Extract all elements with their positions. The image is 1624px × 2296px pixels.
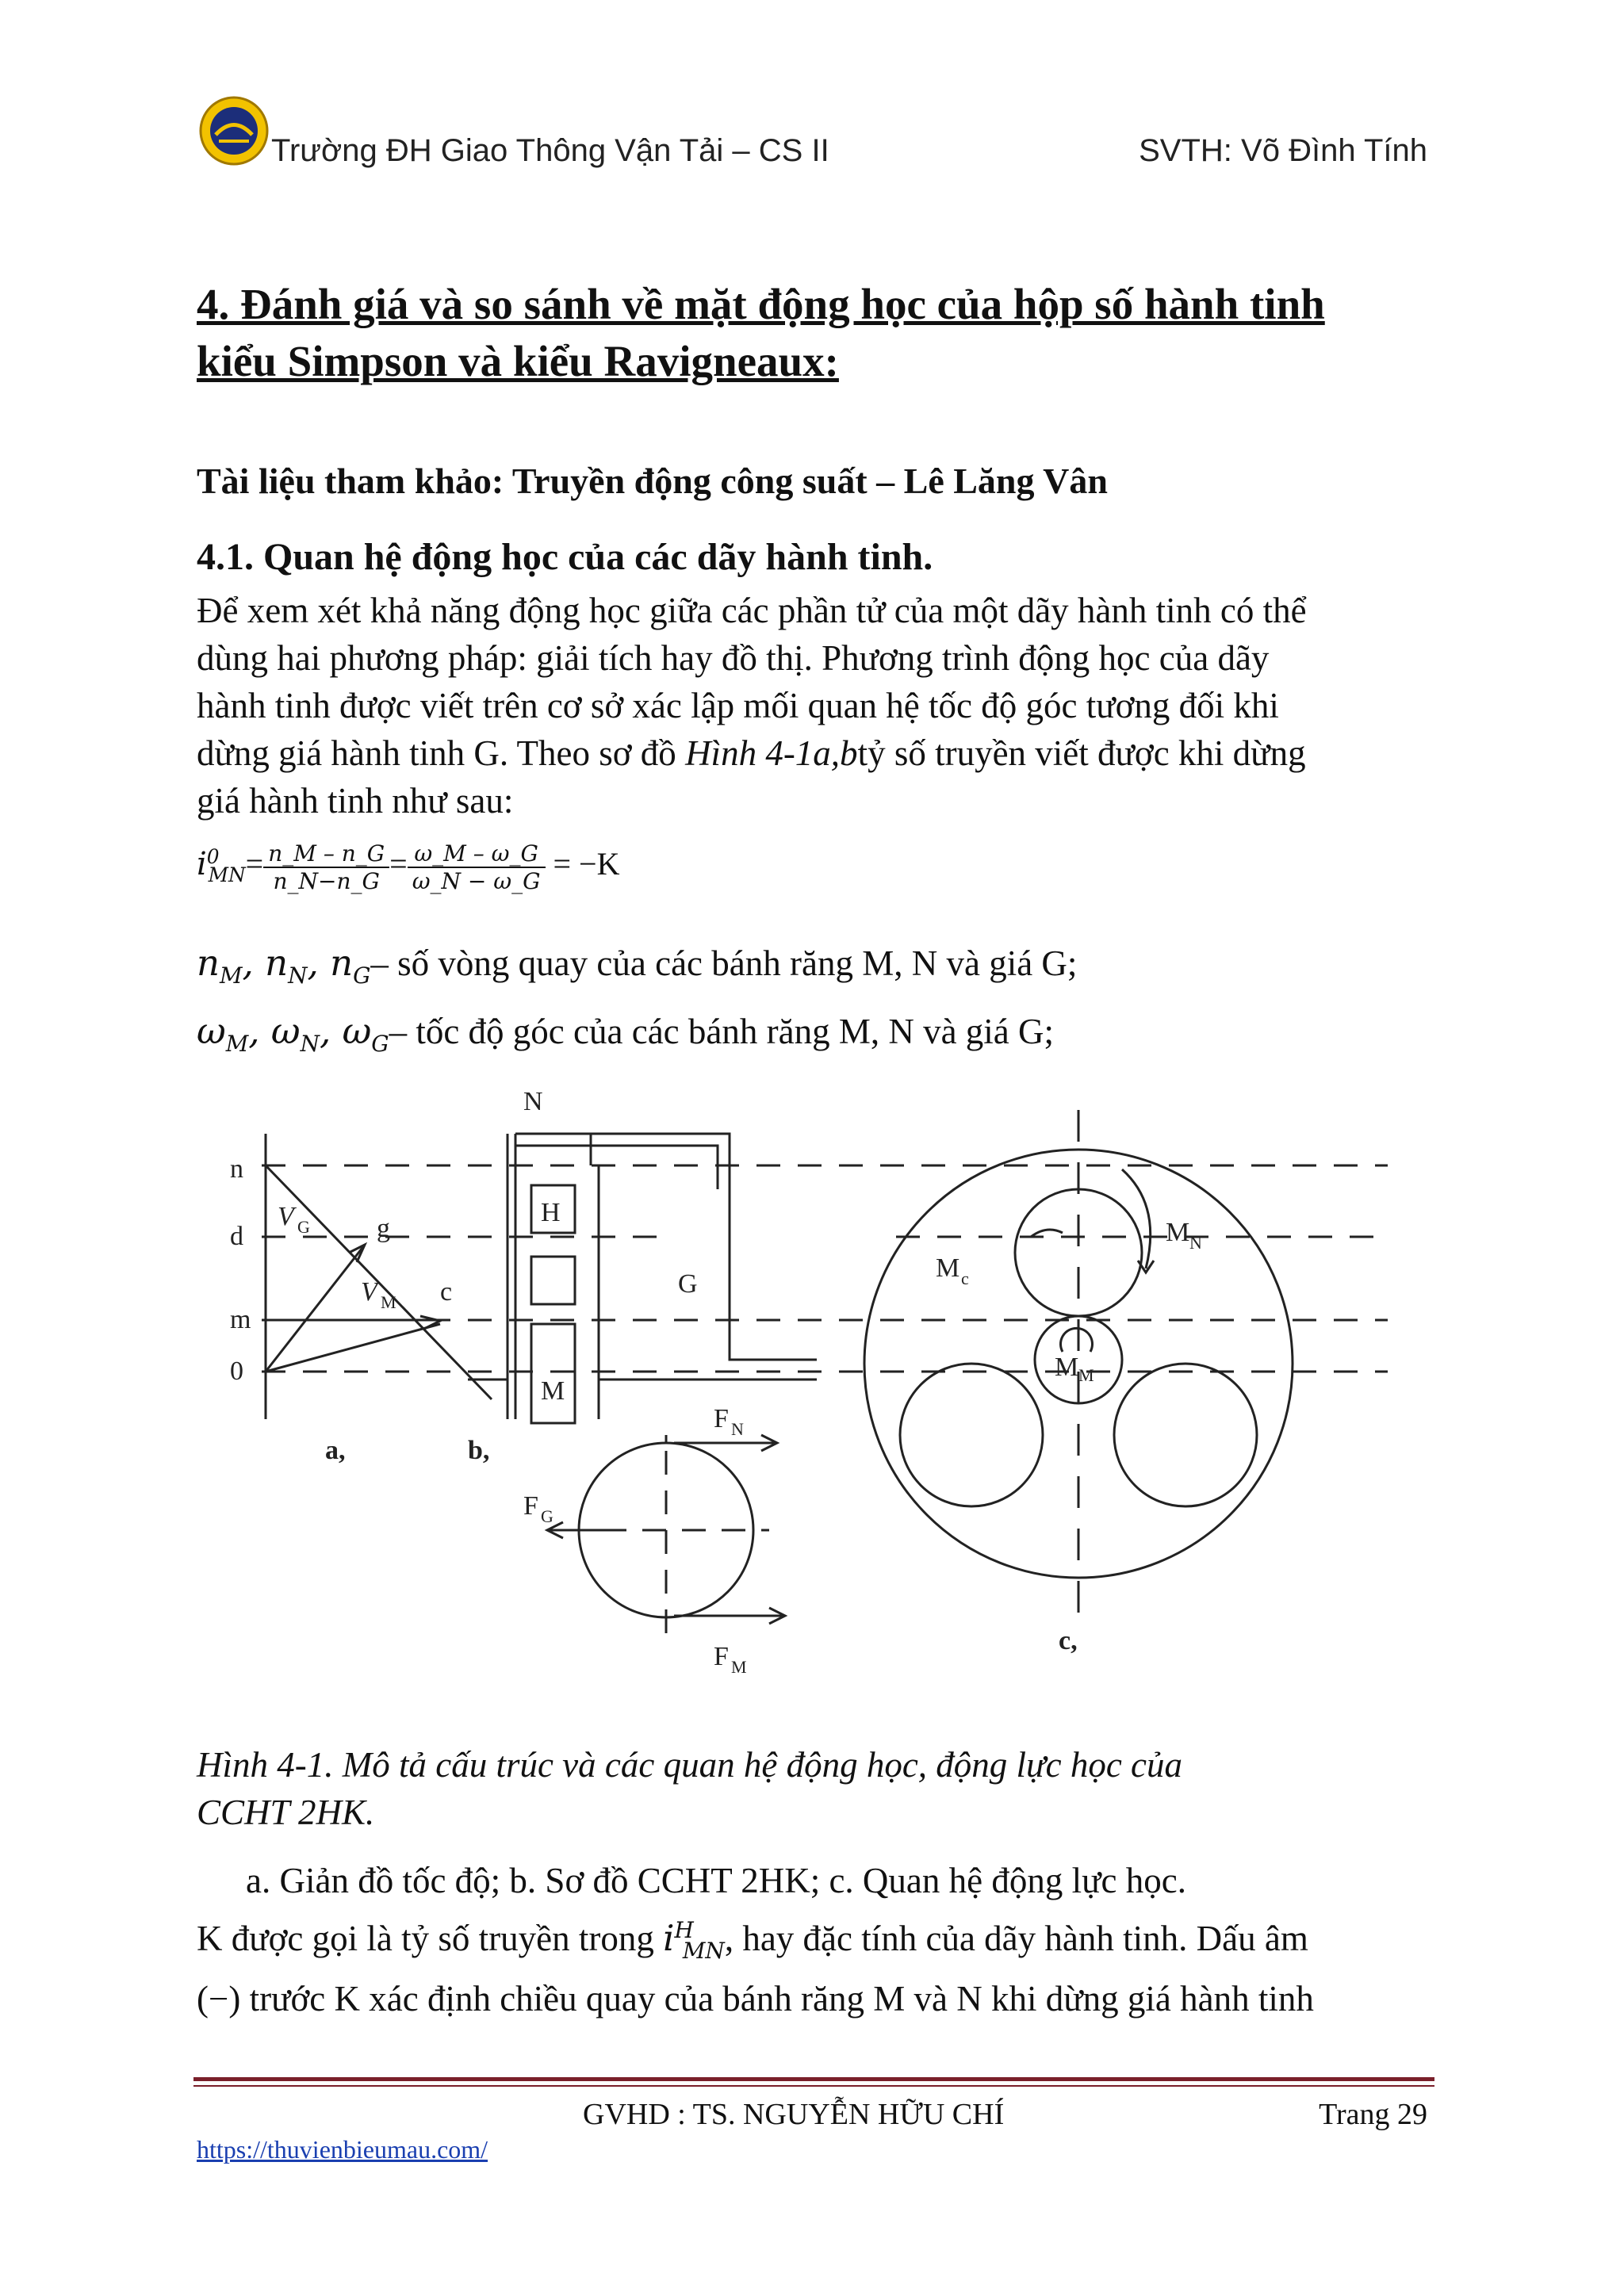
source-link[interactable]: https://thuvienbieumau.com/ xyxy=(197,2135,488,2164)
fraction-speed xyxy=(263,840,389,894)
label-g: g xyxy=(377,1214,390,1243)
chapter-title-line2: kiểu Simpson và kiểu Ravigneaux: xyxy=(197,337,839,385)
label-vm-sub: M xyxy=(381,1292,396,1312)
label-c: c xyxy=(440,1277,453,1307)
label-mn-sub: N xyxy=(1189,1233,1202,1253)
section-heading: 4.1. Quan hệ động học của các dãy hành tinh. xyxy=(197,536,933,578)
frac-numerator: n_M – n_G xyxy=(263,840,389,868)
fraction-angular xyxy=(408,840,546,894)
planet-left xyxy=(900,1364,1043,1506)
header-school: Trường ĐH Giao Thông Vận Tải – CS II xyxy=(271,133,829,168)
caption-line: CCHT 2HK. xyxy=(197,1793,375,1832)
para-line xyxy=(197,729,1434,777)
line-vg xyxy=(266,1165,492,1399)
formula-sub: MN xyxy=(208,863,246,887)
para-line: Để xem xét khả năng động học giữa các phần tử của một dãy hành tinh có thể xyxy=(197,591,1307,630)
label-panel-b: b, xyxy=(468,1436,490,1465)
frac-numerator: ω_M – ω_G xyxy=(408,840,546,868)
formula-sup: 0 xyxy=(206,844,220,868)
university-logo xyxy=(198,95,270,166)
label-N: N xyxy=(523,1087,543,1116)
label-mc-sub: c xyxy=(961,1269,969,1288)
caption-legend: a. Giản đồ tốc độ; b. Sơ đồ CCHT 2HK; c. Quan hệ động lực học. xyxy=(246,1861,1186,1900)
label-m: m xyxy=(230,1305,251,1334)
label-fg-sub: G xyxy=(541,1506,553,1526)
body-paragraph xyxy=(197,1907,1450,2022)
chapter-title-line1: 4. Đánh giá và so sánh về mặt động học của hộp số hành tinh xyxy=(197,280,1325,328)
label-mc: M xyxy=(936,1253,960,1283)
ratio-sup: H xyxy=(674,1917,694,1943)
definition-text: – số vòng quay của các bánh răng M, N và giá G; xyxy=(370,943,1078,983)
frac-denominator: n_N−n_G xyxy=(273,868,380,894)
gear-ratio-formula: $i^0_{MN}=$ $\frac{n\_M - n\_G}{n\_N-n\_G}$ = $\frac{\omega\_M - \omega\_G}{\omega\_N - \omega\_G}$ = −K xyxy=(197,840,620,894)
label-panel-a: a, xyxy=(325,1436,346,1465)
label-n: n xyxy=(230,1154,243,1184)
footer-rule xyxy=(193,2077,1434,2081)
label-mm: M xyxy=(1055,1353,1079,1382)
intro-paragraph xyxy=(197,587,1434,825)
label-fg: F xyxy=(523,1491,538,1521)
footer-rule-thin xyxy=(193,2085,1434,2087)
figure-4-1 xyxy=(230,1086,1396,1720)
label-vm: V xyxy=(361,1277,377,1307)
label-vg: V xyxy=(278,1202,294,1231)
para-text: tỷ số truyền viết được khi dừng xyxy=(857,733,1306,773)
planet-right xyxy=(1114,1364,1257,1506)
label-panel-c: c, xyxy=(1059,1626,1078,1655)
formula-rhs: = −K xyxy=(553,846,620,882)
para-line: dùng hai phương pháp: giải tích hay đồ thị. Phương trình động học của dãy xyxy=(197,638,1270,678)
header-student: SVTH: Võ Đình Tính xyxy=(1139,133,1427,168)
label-vg-sub: G xyxy=(297,1217,310,1237)
formula-symbol: i xyxy=(197,846,207,883)
definition-text: – tốc độ góc của các bánh răng M, N và giá G; xyxy=(389,1012,1055,1051)
label-mm-sub: M xyxy=(1078,1365,1094,1385)
body-text: , hay đặc tính của dãy hành tinh. Dấu âm xyxy=(724,1919,1308,1958)
para-line: giá hành tinh như sau: xyxy=(197,781,514,821)
line-g xyxy=(266,1245,365,1372)
figure-reference: Hình 4-1a,b xyxy=(685,733,858,773)
label-d: d xyxy=(230,1222,243,1251)
definition-n: $n_M$, $n_N$, $n_G-$ số vòng quay của các bánh răng M, N và giá G; xyxy=(197,942,1078,989)
label-fm: F xyxy=(714,1642,729,1671)
footer-advisor: GVHD : TS. NGUYỄN HỮU CHÍ xyxy=(583,2098,1005,2131)
label-G: G xyxy=(678,1269,698,1299)
label-zero: 0 xyxy=(230,1357,243,1386)
body-text: K được gọi là tỷ số truyền trong xyxy=(197,1919,664,1958)
definition-omega: $\omega_M$, $\omega_N$, $\omega_G-$ tốc độ góc của các bánh răng M, N và giá G; xyxy=(197,1010,1055,1057)
frac-denominator: ω_N − ω_G xyxy=(412,868,541,894)
para-line: hành tinh được viết trên cơ sở xác lập mối quan hệ tốc độ góc tương đối khi xyxy=(197,686,1279,725)
level-lines xyxy=(262,1165,1388,1372)
ratio-sub: MN xyxy=(682,1938,725,1964)
label-fn-sub: N xyxy=(731,1419,744,1439)
para-text: dừng giá hành tinh G. Theo sơ đồ xyxy=(197,733,686,773)
label-fn: F xyxy=(714,1404,729,1433)
gear-m-box xyxy=(531,1324,575,1423)
label-H: H xyxy=(541,1198,561,1227)
label-M: M xyxy=(541,1376,565,1406)
label-mn: M xyxy=(1166,1218,1190,1247)
label-fm-sub: M xyxy=(731,1657,747,1677)
body-line: K được gọi là tỷ số truyền trong $i^H_{MN}$, hay đặc tính của dãy hành tinh. Dấu âm xyxy=(197,1917,1308,1964)
chapter-title xyxy=(197,276,1434,390)
reference-note: Tài liệu tham khảo: Truyền động công suất – Lê Lăng Vân xyxy=(197,461,1108,501)
figure-caption xyxy=(197,1741,1307,1836)
page-number: Trang 29 xyxy=(1319,2098,1427,2131)
body-line: (−) trước K xác định chiều quay của bánh răng M và N khi dừng giá hành tinh xyxy=(197,1979,1314,2019)
caption-line: Hình 4-1. Mô tả cấu trúc và các quan hệ động học, động lực học của xyxy=(197,1745,1183,1785)
